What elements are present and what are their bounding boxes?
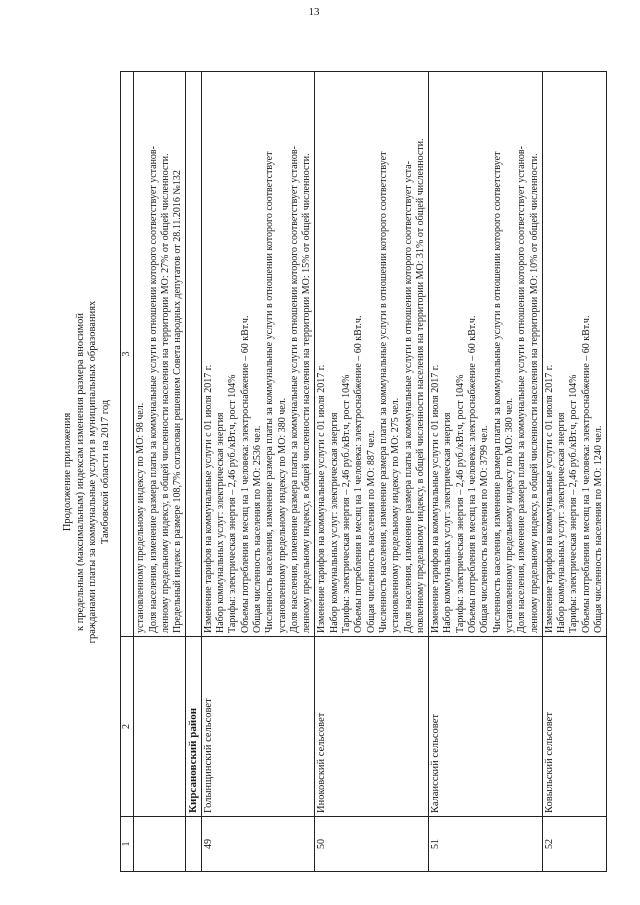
appendix-heading bbox=[62, 72, 112, 872]
municipality-name: Иноковский сельсовет bbox=[315, 637, 429, 817]
text-line: Изменение тарифов на коммунальные услуги с 01 июля 2017 г. bbox=[202, 364, 214, 633]
text-line: Доля населения, изменение размера платы за коммунальные услуги в отношении которого соответствует установ- bbox=[516, 146, 528, 633]
municipality-name: Голынщинский сельсовет bbox=[201, 637, 315, 817]
text-line: Набор коммунальных услуг: электрическая энергия bbox=[556, 412, 568, 633]
text-line: Объемы потребления в месяц на 1 человека: электроснабжение – 60 кВт.ч. bbox=[467, 315, 479, 633]
text-line: Общая численность населения по МО: 887 чел. bbox=[365, 430, 377, 633]
heading-line: к предельным (максимальным) индексам изменения размера вносимой bbox=[74, 312, 86, 632]
text-line: Тарифы: электрическая энергия – 2,46 руб./кВт.ч, рост 104% bbox=[227, 374, 239, 633]
table-row bbox=[429, 72, 543, 872]
text-line: Тарифы: электрическая энергия – 2,46 руб./кВт.ч, рост 104% bbox=[454, 374, 466, 633]
header-cell: 2 bbox=[121, 637, 134, 817]
text-line: установленному предельному индексу по МО: 275 чел. bbox=[390, 397, 402, 633]
text-line: Изменение тарифов на коммунальные услуги с 01 июля 2017 г. bbox=[430, 364, 442, 633]
heading-line: Продолжение приложения bbox=[62, 412, 73, 532]
text-line: ленному предельному индексу, в общей численности населения на территории МО: 10% от общей численности. bbox=[528, 153, 540, 633]
text-line: Изменение тарифов на коммунальные услуги с 01 июля 2017 г. bbox=[316, 364, 328, 633]
text-line: Объемы потребления в месяц на 1 человека: электроснабжение – 60 кВт.ч. bbox=[353, 315, 365, 633]
continuation-cell bbox=[134, 72, 186, 637]
empty-cell bbox=[186, 72, 201, 637]
header-cell: 3 bbox=[121, 72, 134, 637]
description-cell bbox=[429, 72, 543, 637]
text-line: Общая численность населения по МО: 1240 чел. bbox=[592, 425, 604, 633]
text-line: Численность населения, изменение размера платы за коммунальные услуги в отношении которого соответствует bbox=[491, 151, 503, 633]
text-line: Доля населения, изменение размера платы за коммунальные услуги в отношении которого соответствует установ- bbox=[147, 146, 159, 633]
row-number: 51 bbox=[429, 817, 543, 872]
district-row bbox=[186, 72, 201, 872]
text-line: Численность населения, изменение размера платы за коммунальные услуги в отношении которого соответствует bbox=[377, 151, 389, 633]
text-line: Доля населения, изменение размера платы за коммунальные услуги в отношении которого соответствует уста- bbox=[402, 161, 414, 633]
table-row bbox=[201, 72, 315, 872]
empty-cell bbox=[186, 817, 201, 872]
text-line: ленному предельному индексу, в общей численности населения на территории МО: 15% от общей численности. bbox=[301, 153, 313, 633]
text-line: Предельный индекс в размере 108,7% согласован решением Совета народных депутатов от 28.11.2016 №132 bbox=[172, 170, 184, 633]
text-line: установленному предельному индексу по МО: 98 чел. bbox=[135, 402, 147, 633]
text-line: Набор коммунальных услуг: электрическая энергия bbox=[215, 412, 227, 633]
text-line: новленному предельному индексу, в общей численности населения на территории МО: 31% от общей численности. bbox=[414, 138, 426, 633]
empty-cell bbox=[134, 637, 186, 817]
text-line: Общая численность населения по МО: 2536 чел. bbox=[251, 425, 263, 633]
text-line: Тарифы: электрическая энергия – 2,46 руб./кВт.ч, рост 104% bbox=[341, 374, 353, 633]
header-cell: 1 bbox=[121, 817, 134, 872]
heading-line: гражданами платы за коммунальные услуги в муниципальных образованиях bbox=[87, 300, 98, 644]
tariff-table bbox=[120, 71, 607, 872]
text-line: Численность населения, изменение размера платы за коммунальные услуги в отношении которого соответствует bbox=[264, 151, 276, 633]
row-number: 52 bbox=[542, 817, 606, 872]
text-line: установленному предельному индексу по МО: 380 чел. bbox=[503, 397, 515, 633]
table-row bbox=[315, 72, 429, 872]
municipality-name: Калаисский сельсовет bbox=[429, 637, 543, 817]
description-cell bbox=[201, 72, 315, 637]
text-line: Набор коммунальных услуг: электрическая энергия bbox=[328, 412, 340, 633]
description-cell bbox=[542, 72, 606, 637]
text-line: Доля населения, изменение размера платы за коммунальные услуги в отношении которого соответствует установ- bbox=[288, 146, 300, 633]
text-line: Общая численность населения по МО: 3799 чел. bbox=[479, 425, 491, 633]
text-line: Изменение тарифов на коммунальные услуги с 01 июля 2017 г. bbox=[543, 364, 555, 633]
text-line: ленному предельному индексу, в общей численности населения на территории МО: 27% от общей численности. bbox=[159, 153, 171, 633]
text-line: Тарифы: электрическая энергия – 2,46 руб./кВт.ч, рост 104% bbox=[568, 374, 580, 633]
row-number: 50 bbox=[315, 817, 429, 872]
text-line: Набор коммунальных услуг: электрическая энергия bbox=[442, 412, 454, 633]
table-header-row bbox=[121, 72, 134, 872]
description-cell bbox=[315, 72, 429, 637]
municipality-name: Ковыльский сельсовет bbox=[542, 637, 606, 817]
continuation-row bbox=[134, 72, 186, 872]
heading-line: Тамбовской области на 2017 год bbox=[99, 399, 111, 545]
page-number: 13 bbox=[308, 6, 320, 18]
rotated-sheet bbox=[59, 72, 604, 872]
text-line: Объемы потребления в месяц на 1 человека: электроснабжение – 60 кВт.ч. bbox=[239, 315, 251, 633]
district-name: Кирсановский район bbox=[186, 637, 201, 817]
text-line: установленному предельному индексу по МО: 380 чел. bbox=[276, 397, 288, 633]
empty-cell bbox=[134, 817, 186, 872]
table-row bbox=[542, 72, 606, 872]
text-line: Объемы потребления в месяц на 1 человека: электроснабжение – 60 кВт.ч. bbox=[580, 315, 592, 633]
row-number: 49 bbox=[201, 817, 315, 872]
